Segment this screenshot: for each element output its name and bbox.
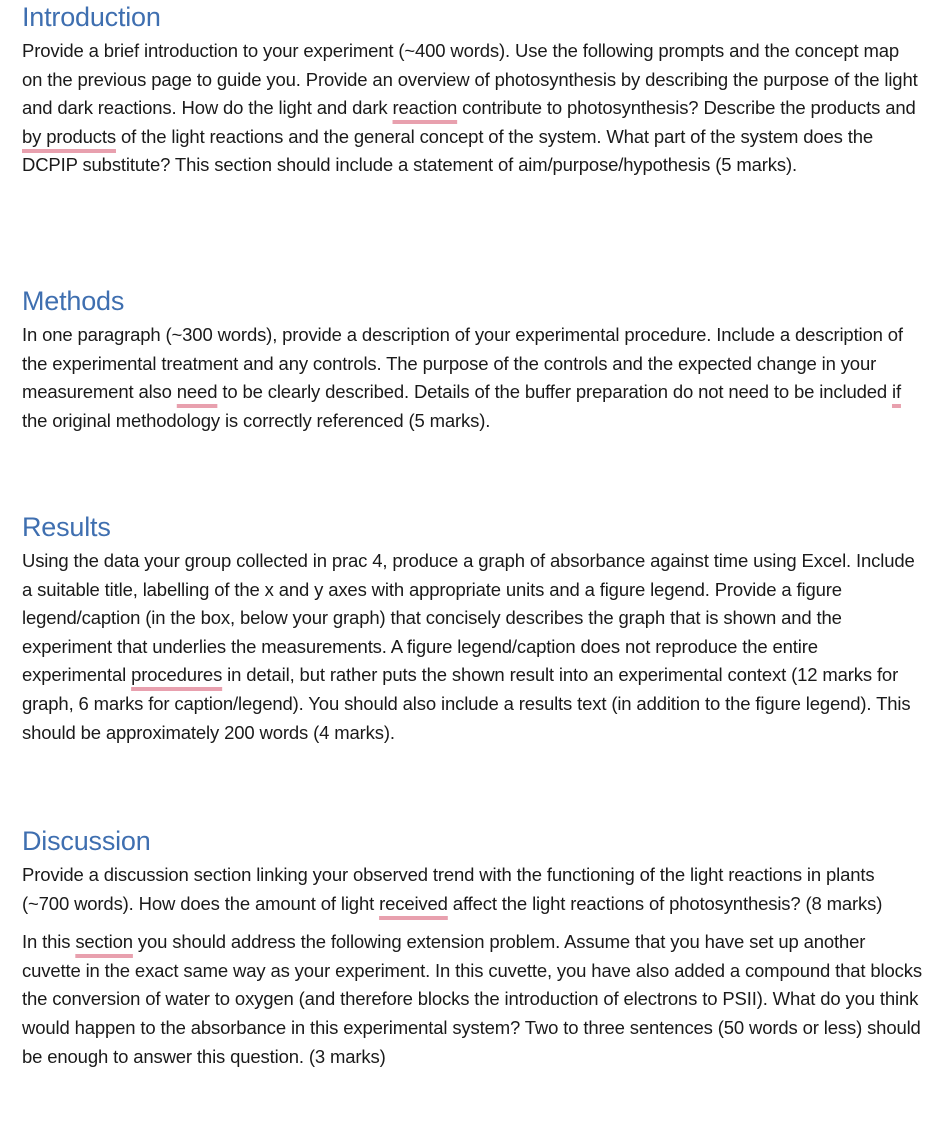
text-run: affect the light reactions of photosynthesis? (8 marks)	[447, 892, 883, 914]
text-run: Provide a brief introduction to your experiment (~400 words). Use the following prompts and the concept map on the previous page to guide you. Provide an overview of photosynthesis by describing the purpose of the light and dark reactions. How do the light and dark	[22, 40, 918, 119]
grammar-flagged-word[interactable]: need	[176, 381, 218, 403]
methods-heading: Methods	[22, 286, 125, 316]
discussion-paragraph-2	[22, 928, 922, 1071]
introduction-section	[22, 0, 922, 180]
text-run: In one paragraph (~300 words), provide a description of your experimental procedure. Include a description of the experimental treatment and any controls. The purpose of the controls and the expected change in your measurement also	[22, 324, 903, 403]
discussion-paragraph-1	[22, 861, 922, 918]
methods-section	[22, 284, 922, 435]
introduction-paragraph	[22, 37, 922, 180]
text-run: you should address the following extension problem. Assume that you have set up another cuvette in the exact same way as your experiment. In this cuvette, you have also added a compound that blocks the conversion of water to oxygen (and therefore blocks the introduction of electrons to PSII). What do you think would happen to the absorbance in this experimental system? Two to three sentences (50 words or less) should be enough to answer this question. (3 marks)	[22, 931, 922, 1067]
discussion-section	[22, 824, 922, 1071]
text-run: Provide a discussion section linking your observed trend with the functioning of the light reactions in plants (~700 words). How does the amount of light	[22, 864, 875, 914]
discussion-heading: Discussion	[22, 826, 151, 856]
text-run: contribute to photosynthesis? Describe the products and	[457, 97, 916, 119]
methods-paragraph	[22, 321, 922, 435]
text-run: in detail, but rather puts the shown result into an experimental context (12 marks for graph, 6 marks for caption/legend). You should also include a results text (in addition to the figure legend). This should be approximately 200 words (4 marks).	[22, 664, 911, 743]
text-run: to be clearly described. Details of the buffer preparation do not need to be included	[217, 381, 892, 403]
grammar-flagged-word[interactable]: if	[891, 381, 901, 403]
text-run: In this	[22, 931, 76, 953]
text-run: of the light reactions and the general concept of the system. What part of the system does the DCPIP substitute? This section should include a statement of aim/purpose/hypothesis (5 marks).	[22, 125, 874, 176]
grammar-flagged-word[interactable]: received	[379, 892, 448, 914]
text-run: the original methodology is correctly referenced (5 marks).	[22, 409, 491, 431]
results-paragraph	[22, 547, 922, 747]
introduction-heading: Introduction	[22, 2, 161, 32]
grammar-flagged-word[interactable]: reaction	[392, 97, 458, 119]
results-heading: Results	[22, 512, 111, 542]
grammar-flagged-word[interactable]: by products	[22, 125, 116, 147]
results-section	[22, 510, 922, 747]
grammar-flagged-word[interactable]: procedures	[131, 664, 223, 686]
grammar-flagged-word[interactable]: section	[75, 931, 133, 953]
text-run: Using the data your group collected in prac 4, produce a graph of absorbance against time using Excel. Include a suitable title, labelling of the x and y axes with appropriate units and a figure legend. Provide a figure legend/caption (in the box, below your graph) that concisely describes the graph that is shown and the experiment that underlies the measurements. A figure legend/caption does not reproduce the entire experimental	[22, 550, 915, 686]
